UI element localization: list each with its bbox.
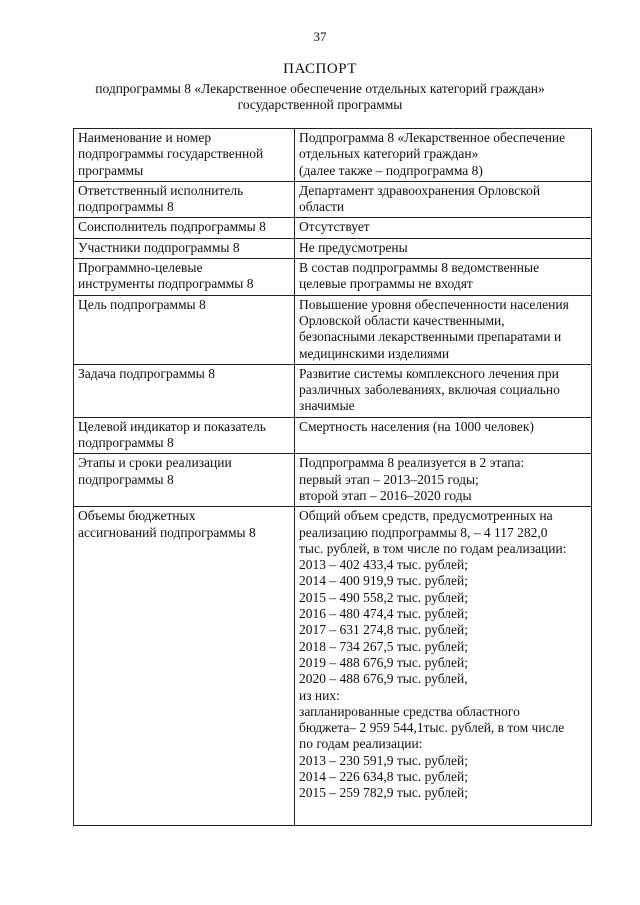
row-value-line: второй этап – 2016–2020 годы xyxy=(299,487,472,503)
row-name-line: Программно-целевые xyxy=(78,260,203,276)
table-row xyxy=(74,218,592,238)
row-name-line: Наименование и номер xyxy=(78,130,212,145)
row-value-line: значимые xyxy=(299,398,355,414)
row-value-line: Отсутствует xyxy=(299,219,370,235)
row-value-line: В состав подпрограммы 8 ведомственные xyxy=(299,260,540,276)
table-row xyxy=(74,417,592,454)
row-value-line: 2015 – 259 782,9 тыс. рублей; xyxy=(299,785,468,801)
row-value-line: Повышение уровня обеспеченности населения xyxy=(299,296,569,312)
row-value-cell xyxy=(295,238,592,258)
row-name-line: подпрограммы 8 xyxy=(78,435,174,451)
page-number: 37 xyxy=(313,29,327,44)
row-name-cell xyxy=(74,238,295,258)
row-name-line: инструменты подпрограммы 8 xyxy=(78,276,254,292)
row-name-cell xyxy=(74,364,295,417)
row-value-line: из них: xyxy=(299,687,340,703)
table-row xyxy=(74,259,592,296)
row-value-cell xyxy=(295,295,592,364)
row-value-line: Департамент здравоохранения Орловской xyxy=(299,182,541,198)
table-row xyxy=(74,295,592,364)
row-value-line: Не предусмотрены xyxy=(299,239,408,255)
row-name-line: ассигнований подпрограммы 8 xyxy=(78,524,256,540)
row-value-cell xyxy=(295,218,592,238)
row-value-line: реализацию подпрограммы 8, – 4 117 282,0 xyxy=(299,524,548,540)
row-name-cell xyxy=(74,417,295,454)
row-value-line: по годам реализации: xyxy=(299,736,423,752)
table-row xyxy=(74,129,592,182)
row-value-line: бюджета– 2 959 544,1тыс. рублей, в том числе xyxy=(299,720,565,736)
row-name-cell xyxy=(74,129,295,182)
row-value-line: Подпрограмма 8 «Лекарственное обеспечение xyxy=(299,130,566,145)
row-value-line: Подпрограмма 8 реализуется в 2 этапа: xyxy=(299,455,525,471)
row-value-line: Развитие системы комплексного лечения при xyxy=(299,365,559,381)
row-name-line: Задача подпрограммы 8 xyxy=(78,365,215,381)
row-value-line: 2016 – 480 474,4 тыс. рублей; xyxy=(299,606,468,622)
row-value-line: первый этап – 2013–2015 годы; xyxy=(299,471,479,487)
row-value-line: 2020 – 488 676,9 тыс. рублей, xyxy=(299,671,468,687)
row-name-line: подпрограммы государственной xyxy=(78,146,264,162)
row-name-line: Ответственный исполнитель xyxy=(78,182,244,198)
row-value-cell xyxy=(295,417,592,454)
row-value-line: тыс. рублей, в том числе по годам реализации: xyxy=(299,540,567,556)
subtitle-line: подпрограммы 8 «Лекарственное обеспечение отдельных категорий граждан» xyxy=(95,81,545,96)
row-name-line: подпрограммы 8 xyxy=(78,471,174,487)
row-value-line: запланированные средства областного xyxy=(299,703,520,719)
row-value-line: 2014 – 400 919,9 тыс. рублей; xyxy=(299,573,468,589)
row-name-line: подпрограммы 8 xyxy=(78,199,174,215)
row-name-cell xyxy=(74,507,295,826)
row-name-cell xyxy=(74,259,295,296)
row-value-line: области xyxy=(299,199,345,215)
table-row xyxy=(74,364,592,417)
row-value-cell xyxy=(295,259,592,296)
table-row xyxy=(74,238,592,258)
row-name-cell xyxy=(74,218,295,238)
row-name-line: программы xyxy=(78,162,144,178)
row-name-line: Участники подпрограммы 8 xyxy=(78,239,240,255)
table-row xyxy=(74,454,592,507)
row-value-line: (далее также – подпрограмма 8) xyxy=(299,162,483,178)
row-value-line: 2018 – 734 267,5 тыс. рублей; xyxy=(299,638,468,654)
row-name-line: Соисполнитель подпрограммы 8 xyxy=(78,219,266,235)
row-value-line: 2013 – 230 591,9 тыс. рублей; xyxy=(299,752,468,768)
row-name-line: Цель подпрограммы 8 xyxy=(78,296,206,312)
row-value-line: Общий объем средств, предусмотренных на xyxy=(299,508,553,524)
table-row xyxy=(74,507,592,826)
row-value-line: 2017 – 631 274,8 тыс. рублей; xyxy=(299,622,468,638)
row-value-line: 2013 – 402 433,4 тыс. рублей; xyxy=(299,557,468,573)
row-value-line: 2019 – 488 676,9 тыс. рублей; xyxy=(299,654,468,670)
row-value-line: отдельных категорий граждан» xyxy=(299,146,479,162)
row-value-line: целевые программы не входят xyxy=(299,276,473,292)
row-value-line: Смертность населения (на 1000 человек) xyxy=(299,418,534,434)
row-value-cell xyxy=(295,454,592,507)
row-name-line: Объемы бюджетных xyxy=(78,508,196,524)
row-name-cell xyxy=(74,295,295,364)
subtitle-line: государственной программы xyxy=(237,97,403,112)
row-value-line: различных заболеваниях, включая социально xyxy=(299,382,560,398)
row-name-line: Целевой индикатор и показатель xyxy=(78,418,266,434)
row-value-line: 2015 – 490 558,2 тыс. рублей; xyxy=(299,589,468,605)
row-name-cell xyxy=(74,454,295,507)
document-title: ПАСПОРТ xyxy=(283,61,357,77)
row-value-line: медицинскими изделиями xyxy=(299,345,450,361)
row-value-line: Орловской области качественными, xyxy=(299,312,505,328)
row-name-cell xyxy=(74,181,295,218)
row-value-line: безопасными лекарственными препаратами и xyxy=(299,329,562,345)
row-value-line: 2014 – 226 634,8 тыс. рублей; xyxy=(299,768,468,784)
row-name-line: Этапы и сроки реализации xyxy=(78,455,232,471)
row-value-cell xyxy=(295,364,592,417)
row-value-cell xyxy=(295,181,592,218)
passport-table xyxy=(73,128,592,826)
row-value-cell xyxy=(295,507,592,826)
row-value-cell xyxy=(295,129,592,182)
document-subtitle xyxy=(0,81,640,113)
table-row xyxy=(74,181,592,218)
